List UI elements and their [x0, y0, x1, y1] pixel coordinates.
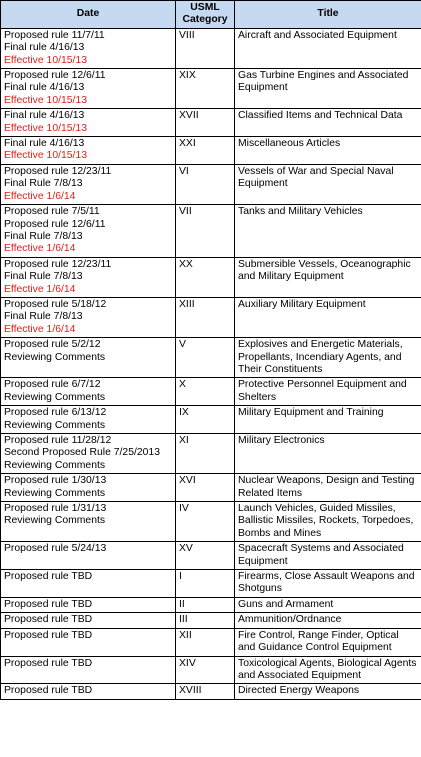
header-date: Date: [1, 1, 176, 29]
cell-usml-category: XIV: [176, 656, 235, 684]
cell-title: Vessels of War and Special Naval Equipment: [235, 164, 421, 204]
table-row: [1, 164, 421, 204]
cell-title: Launch Vehicles, Guided Missiles, Ballistic Missiles, Rockets, Torpedoes, Bombs and Mines: [235, 502, 421, 542]
date-line: Proposed rule 11/28/12: [4, 435, 112, 446]
date-line: Reviewing Comments: [4, 391, 106, 403]
cell-title: Toxicological Agents, Biological Agents and Associated Equipment: [235, 656, 421, 684]
table-row: [1, 338, 421, 378]
effective-date: Effective 10/15/13: [4, 122, 87, 134]
date-line: Proposed rule 5/18/12: [4, 298, 107, 310]
cell-usml-category: XVIII: [176, 684, 235, 699]
date-line: Second Proposed Rule 7/25/2013: [4, 447, 160, 459]
date-line: Reviewing Comments: [4, 419, 106, 431]
date-line: Proposed rule 12/6/11: [4, 70, 106, 82]
table-row: [1, 434, 421, 474]
table-row: [1, 597, 421, 612]
date-line: Final Rule 7/8/13: [4, 230, 83, 242]
table-row: [1, 137, 421, 165]
table-header-row: [1, 1, 421, 29]
cell-title: Aircraft and Associated Equipment: [235, 28, 421, 68]
cell-date: [1, 613, 176, 628]
cell-date: [1, 257, 176, 297]
date-line: Proposed rule 7/5/11: [4, 206, 100, 218]
cell-date: [1, 338, 176, 378]
header-usml-category: USML Category: [176, 1, 235, 29]
date-line: Proposed rule 12/23/11: [4, 165, 112, 177]
effective-date: Effective 1/6/14: [4, 283, 76, 295]
date-line: Proposed rule 1/31/13: [4, 503, 107, 515]
table-row: [1, 613, 421, 628]
date-line: Proposed rule TBD: [4, 629, 93, 641]
cell-date: [1, 406, 176, 434]
table-row: [1, 257, 421, 297]
cell-date: [1, 109, 176, 137]
date-line: Proposed rule 5/2/12: [4, 339, 101, 351]
table-row: [1, 474, 421, 502]
date-line: Proposed rule 11/7/11: [4, 29, 105, 41]
date-line: Reviewing Comments: [4, 459, 106, 471]
date-line: Proposed rule TBD: [4, 598, 93, 610]
cell-usml-category: III: [176, 613, 235, 628]
cell-usml-category: XXI: [176, 137, 235, 165]
date-line: Proposed rule TBD: [4, 685, 93, 697]
date-line: Proposed rule TBD: [4, 657, 93, 669]
date-line: Proposed rule 5/24/13: [4, 543, 107, 555]
date-line: Proposed rule TBD: [4, 571, 93, 583]
date-line: Final Rule 7/8/13: [4, 178, 83, 190]
cell-usml-category: IV: [176, 502, 235, 542]
cell-title: Gas Turbine Engines and Associated Equipment: [235, 69, 421, 109]
cell-date: [1, 474, 176, 502]
date-line: Reviewing Comments: [4, 487, 106, 499]
cell-usml-category: XII: [176, 628, 235, 656]
effective-date: Effective 1/6/14: [4, 323, 76, 335]
cell-date: [1, 656, 176, 684]
date-line: Reviewing Comments: [4, 515, 106, 527]
date-line: Final Rule 7/8/13: [4, 311, 83, 323]
table-row: [1, 684, 421, 699]
effective-date: Effective 10/15/13: [4, 94, 87, 106]
table-row: [1, 205, 421, 258]
cell-usml-category: VIII: [176, 28, 235, 68]
table-row: [1, 628, 421, 656]
cell-title: Military Equipment and Training: [235, 406, 421, 434]
cell-usml-category: XI: [176, 434, 235, 474]
cell-usml-category: XIX: [176, 69, 235, 109]
cell-date: [1, 434, 176, 474]
cell-title: Fire Control, Range Finder, Optical and Guidance Control Equipment: [235, 628, 421, 656]
cell-title: Tanks and Military Vehicles: [235, 205, 421, 258]
cell-date: [1, 542, 176, 570]
cell-date: [1, 597, 176, 612]
cell-title: Spacecraft Systems and Associated Equipment: [235, 542, 421, 570]
cell-date: [1, 297, 176, 337]
cell-date: [1, 628, 176, 656]
date-line: Final rule 4/16/13: [4, 110, 85, 122]
date-line: Proposed rule 12/23/11: [4, 258, 112, 270]
cell-title: Explosives and Energetic Materials, Propellants, Incendiary Agents, and Their Constituents: [235, 338, 421, 378]
cell-title: Ammunition/Ordnance: [235, 613, 421, 628]
cell-date: [1, 684, 176, 699]
cell-date: [1, 164, 176, 204]
date-line: Proposed rule 1/30/13: [4, 475, 107, 487]
table-row: [1, 297, 421, 337]
cell-usml-category: VI: [176, 164, 235, 204]
date-line: Proposed rule 12/6/11: [4, 218, 106, 230]
table-row: [1, 542, 421, 570]
cell-date: [1, 28, 176, 68]
date-line: Final rule 4/16/13: [4, 138, 85, 150]
cell-date: [1, 502, 176, 542]
cell-title: Guns and Armament: [235, 597, 421, 612]
cell-title: Firearms, Close Assault Weapons and Shotguns: [235, 570, 421, 598]
cell-title: Nuclear Weapons, Design and Testing Related Items: [235, 474, 421, 502]
cell-usml-category: VII: [176, 205, 235, 258]
cell-title: Auxiliary Military Equipment: [235, 297, 421, 337]
cell-title: Submersible Vessels, Oceanographic and Military Equipment: [235, 257, 421, 297]
effective-date: Effective 1/6/14: [4, 190, 76, 202]
date-line: Final Rule 7/8/13: [4, 271, 83, 283]
cell-usml-category: XVII: [176, 109, 235, 137]
cell-title: Directed Energy Weapons: [235, 684, 421, 699]
table-row: [1, 28, 421, 68]
cell-title: Protective Personnel Equipment and Shelters: [235, 378, 421, 406]
date-line: Proposed rule 6/7/12: [4, 379, 101, 391]
date-line: Reviewing Comments: [4, 351, 106, 363]
cell-usml-category: II: [176, 597, 235, 612]
effective-date: Effective 10/15/13: [4, 150, 87, 162]
cell-usml-category: XVI: [176, 474, 235, 502]
cell-date: [1, 69, 176, 109]
table-body: [1, 28, 421, 699]
cell-usml-category: XV: [176, 542, 235, 570]
cell-usml-category: IX: [176, 406, 235, 434]
cell-usml-category: XX: [176, 257, 235, 297]
effective-date: Effective 10/15/13: [4, 54, 87, 66]
table-row: [1, 656, 421, 684]
header-title: Title: [235, 1, 421, 29]
date-line: Proposed rule 6/13/12: [4, 407, 107, 419]
cell-usml-category: V: [176, 338, 235, 378]
table-row: [1, 502, 421, 542]
date-line: Final rule 4/16/13: [4, 82, 85, 94]
cell-title: Military Electronics: [235, 434, 421, 474]
table-row: [1, 378, 421, 406]
cell-date: [1, 378, 176, 406]
cell-usml-category: XIII: [176, 297, 235, 337]
date-line: Final rule 4/16/13: [4, 42, 85, 54]
cell-date: [1, 570, 176, 598]
cell-title: Miscellaneous Articles: [235, 137, 421, 165]
cell-usml-category: I: [176, 570, 235, 598]
cell-date: [1, 137, 176, 165]
table-row: [1, 570, 421, 598]
cell-usml-category: X: [176, 378, 235, 406]
table-row: [1, 109, 421, 137]
cell-date: [1, 205, 176, 258]
effective-date: Effective 1/6/14: [4, 243, 76, 255]
table-row: [1, 69, 421, 109]
cell-title: Classified Items and Technical Data: [235, 109, 421, 137]
date-line: Proposed rule TBD: [4, 614, 93, 626]
table-row: [1, 406, 421, 434]
